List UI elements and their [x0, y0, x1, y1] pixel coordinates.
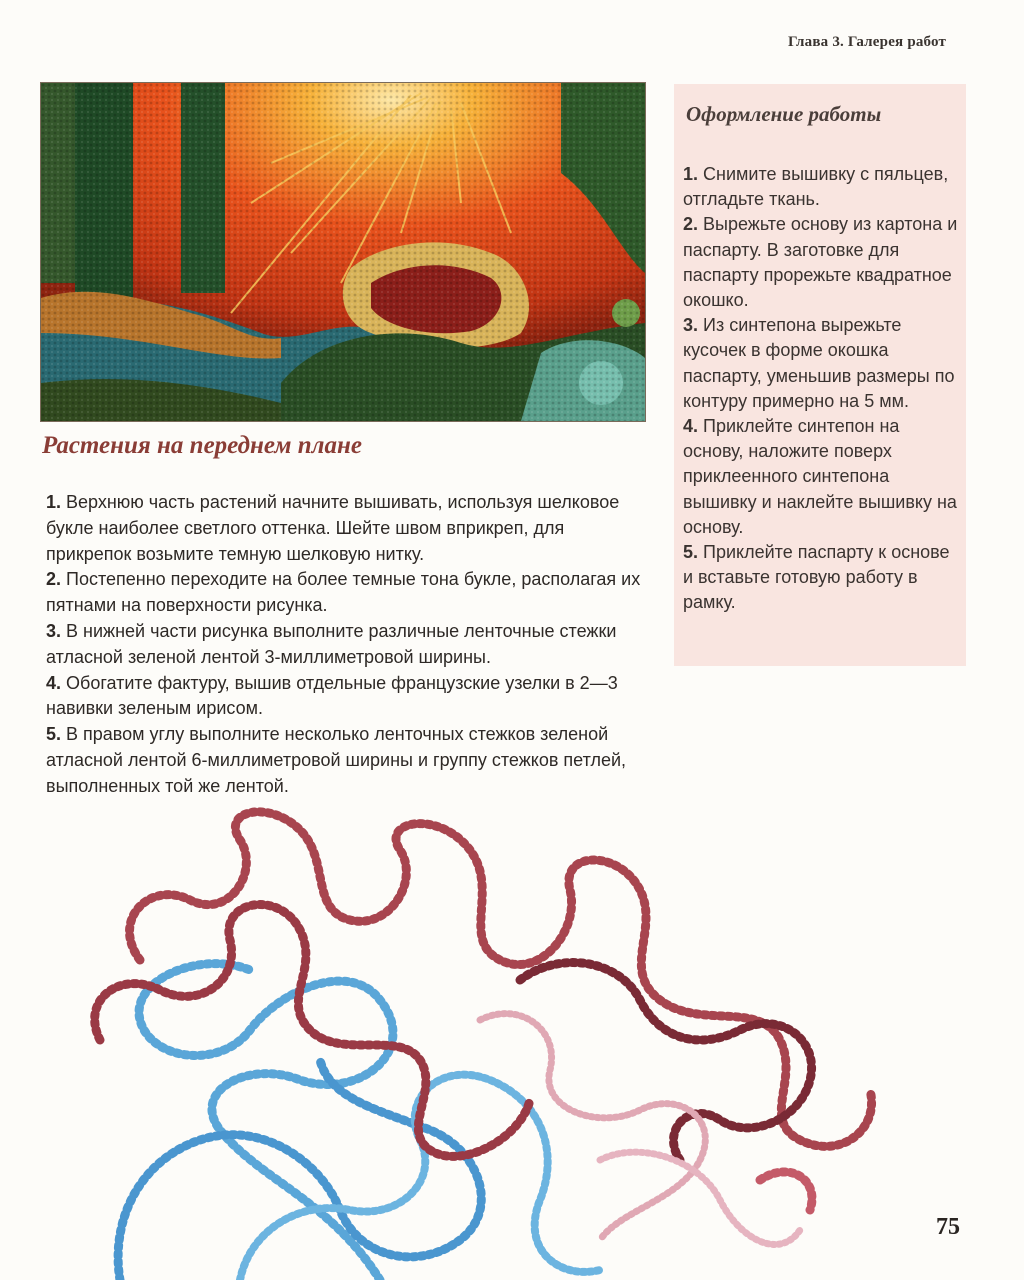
embroidery-photo-landscape	[40, 82, 646, 422]
running-header: Глава 3. Галерея работ	[788, 34, 947, 50]
step-number: 4.	[683, 416, 699, 437]
step-number: 5.	[683, 542, 699, 563]
yarn-texture-photo	[0, 800, 1024, 1280]
step-number: 1.	[683, 164, 699, 184]
step-text: Обогатите фактуру, вышив отдельные французские узелки в 2—3 навивки зеленым ирисом.	[46, 672, 618, 719]
main-step	[46, 619, 646, 671]
step-text: Приклейте паспарту к основе и вставьте готовую работу в рамку.	[683, 542, 950, 613]
step-text: Верхнюю часть растений начните вышивать, используя шелковое букле наиболее светлого оттенка. Шейте швом вприкреп, для прикрепок возьмите темную шелковую нитку.	[46, 492, 620, 564]
step-number: 1.	[46, 492, 62, 512]
step-text: В нижней части рисунка выполните различные ленточные стежки атласной зеленой лентой 3-миллиметровой ширины.	[46, 620, 617, 667]
section-title: Растения на переднем плане	[42, 432, 362, 459]
step-text: Постепенно переходите на более темные тона букле, располагая их пятнами на поверхности рисунка.	[46, 569, 641, 616]
sidebar-title: Оформление работы	[686, 102, 882, 126]
main-step	[46, 567, 646, 619]
sidebar-step	[683, 414, 959, 540]
step-number: 3.	[46, 620, 62, 641]
main-step	[46, 722, 646, 799]
sidebar-panel	[674, 84, 966, 666]
step-text: В правом углу выполните несколько ленточных стежков зеленой атласной лентой 6-миллиметровой ширины и группу стежков петлей, выполненных той же лентой.	[46, 724, 627, 796]
sidebar-step	[683, 162, 959, 212]
step-number: 5.	[46, 724, 62, 745]
step-text: Снимите вышивку с пяльцев, отгладьте ткань.	[683, 164, 949, 210]
sidebar-step	[683, 540, 959, 616]
sidebar-step	[683, 212, 959, 313]
step-text: Приклейте синтепон на основу, наложите поверх приклеенного синтепона вышивку и наклейте вышивку на основу.	[683, 416, 957, 537]
step-number: 2.	[46, 569, 62, 590]
main-step	[46, 490, 646, 567]
main-step	[46, 671, 646, 723]
main-steps	[46, 490, 646, 800]
step-text: Из синтепона вырежьте кусочек в форме окошка паспарту, уменьшив размеры по контуру примерно на 5 мм.	[683, 315, 955, 411]
step-number: 2.	[683, 214, 699, 235]
page-number: 75	[936, 1214, 960, 1240]
step-number: 3.	[683, 315, 699, 336]
step-text: Вырежьте основу из картона и паспарту. В заготовке для паспарту прорежьте квадратное окошко.	[683, 214, 958, 311]
sidebar-steps	[683, 162, 959, 616]
step-number: 4.	[46, 672, 62, 693]
sidebar-step	[683, 313, 959, 414]
